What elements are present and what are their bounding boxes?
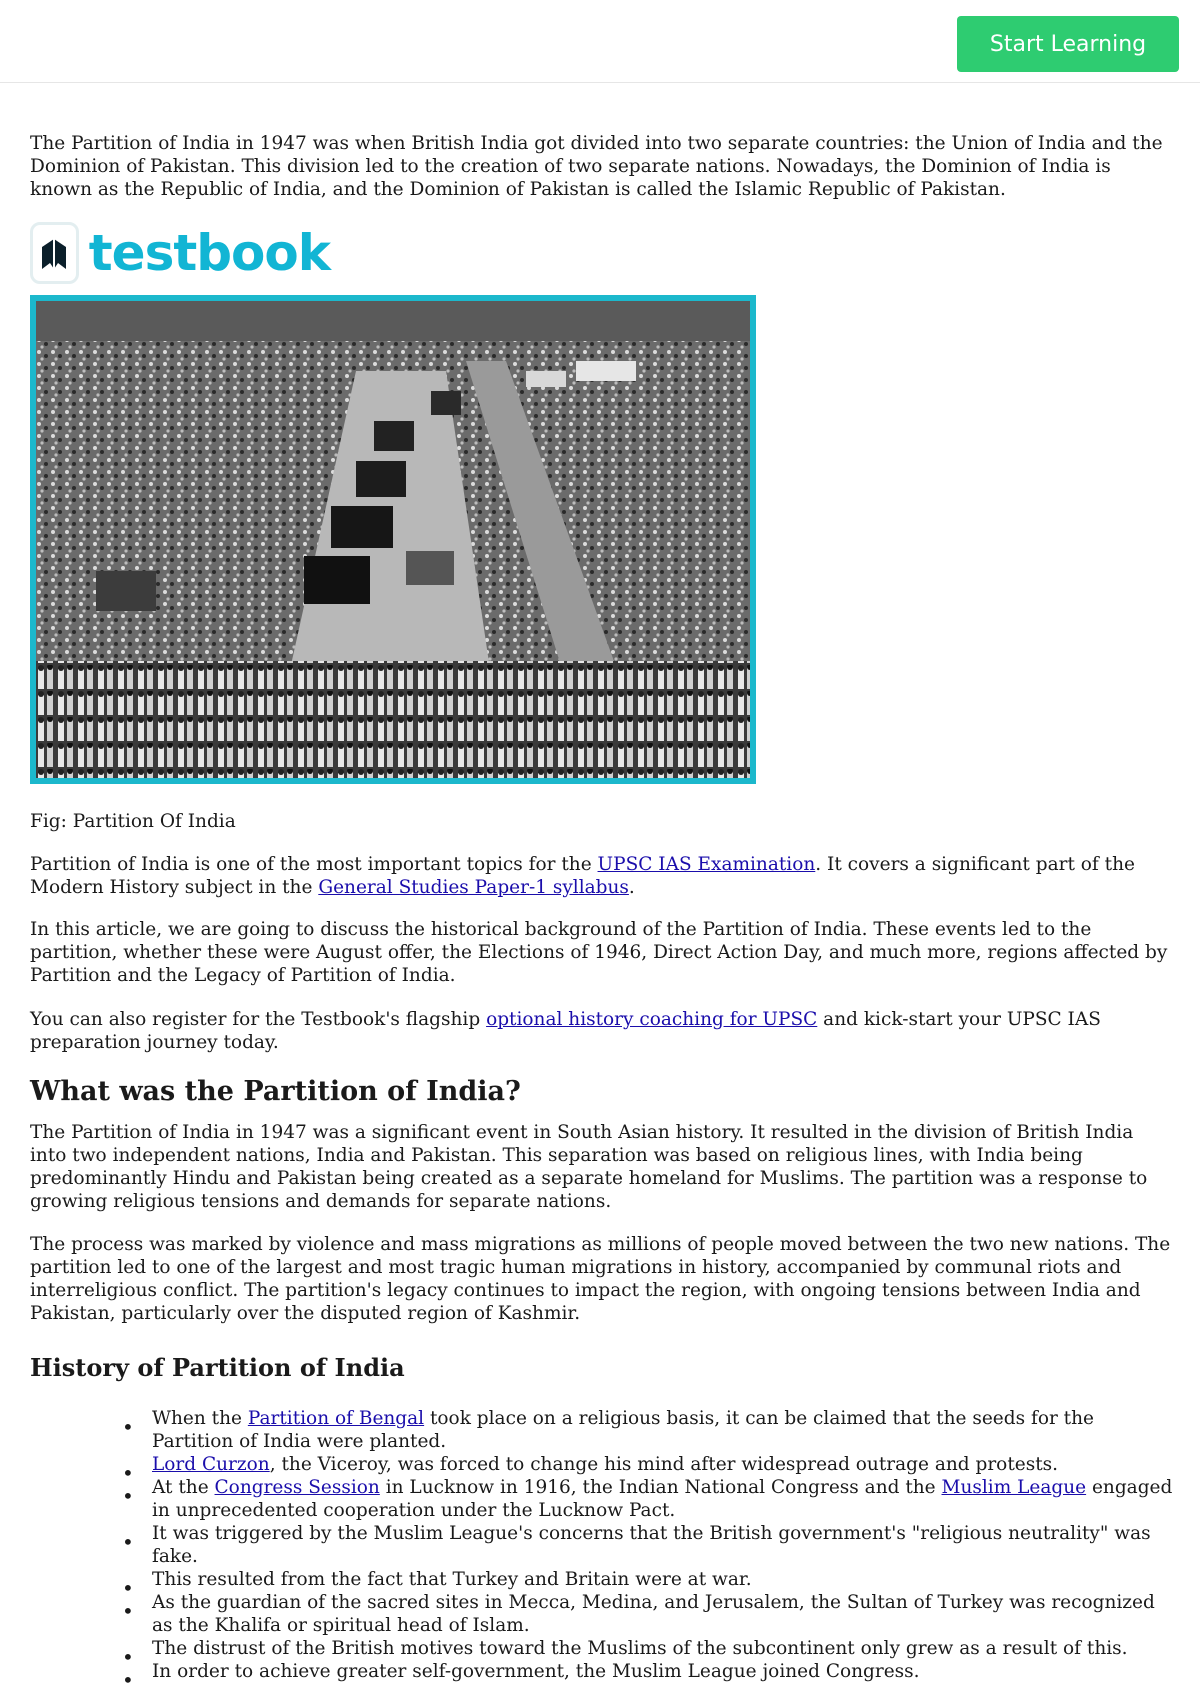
- item-text: It was triggered by the Muslim League's concerns that the British government's "religious neutrality" was fake.: [152, 1523, 1151, 1567]
- bullet-icon: •: [122, 1645, 134, 1669]
- bullet-icon: •: [122, 1599, 134, 1623]
- para-text: .: [628, 877, 635, 898]
- bullet-icon: •: [122, 1484, 134, 1508]
- muslim-league-link[interactable]: Muslim League: [941, 1477, 1087, 1498]
- para-text: . It covers a significant part of the Modern History subject in the: [30, 854, 1135, 898]
- gs-paper1-syllabus-link[interactable]: General Studies Paper-1 syllabus: [318, 877, 629, 898]
- partition-description-paragraph: The Partition of India in 1947 was a significant event in South Asian history. It resulted in the division of British India into two independent nations, India and Pakistan. This separation was based on religious lines, with India being predominantly Hindu and Pakistan being created as a separate homeland for Muslims. The partition was a response to growing religious tensions and demands for separate nations.: [30, 1122, 1148, 1212]
- item-text: As the guardian of the sacred sites in Mecca, Medina, and Jerusalem, the Sultan of Turkey was recognized as the Khalifa or spiritual head of Islam.: [152, 1592, 1155, 1636]
- item-text: took place on a religious basis, it can be claimed that the seeds for the Partition of India were planted.: [152, 1408, 1094, 1452]
- congress-session-link[interactable]: Congress Session: [214, 1477, 380, 1498]
- list-item: [30, 1591, 1175, 1637]
- item-text: The distrust of the British motives toward the Muslims of the subcontinent only grew as a result of this.: [152, 1638, 1128, 1659]
- item-text: When the: [152, 1408, 248, 1429]
- upsc-ias-link[interactable]: UPSC IAS Examination: [597, 854, 816, 875]
- list-item: [30, 1522, 1175, 1568]
- item-text: engaged in unprecedented cooperation under the Lucknow Pact.: [152, 1477, 1173, 1521]
- start-learning-button[interactable]: Start Learning: [957, 16, 1179, 72]
- para-text: and kick-start your UPSC IAS preparation journey today.: [30, 1009, 1101, 1053]
- partition-photo: [30, 295, 756, 784]
- optional-history-coaching-link[interactable]: optional history coaching for UPSC: [486, 1009, 818, 1030]
- figure-caption: Fig: Partition Of India: [30, 811, 236, 832]
- list-item: [30, 1637, 1175, 1669]
- section-heading-what-was-partition: What was the Partition of India?: [30, 1076, 521, 1107]
- bullet-icon: •: [122, 1530, 134, 1554]
- list-item: [30, 1453, 1175, 1485]
- bullet-icon: •: [122, 1668, 134, 1692]
- item-text: This resulted from the fact that Turkey and Britain were at war.: [152, 1569, 752, 1590]
- list-item: [30, 1568, 1175, 1600]
- list-item: [30, 1476, 1175, 1522]
- history-bullet-list: [30, 1407, 1175, 1692]
- bullet-icon: •: [122, 1461, 134, 1485]
- lord-curzon-link[interactable]: Lord Curzon: [152, 1454, 270, 1475]
- coaching-paragraph: [30, 1008, 1175, 1054]
- intro-paragraph: The Partition of India in 1947 was when British India got divided into two separate countries: the Union of India and the Dominion of Pakistan. This division led to the creation of two separate nations. Nowadays, the Dominion of India is known as the Republic of India, and the Dominion of Pakistan is called the Islamic Republic of Pakistan.: [30, 133, 1163, 200]
- article-overview-paragraph: In this article, we are going to discuss the historical background of the Partition of India. These events led to the partition, whether these were August offer, the Elections of 1946, Direct Action Day, and much more, regions affected by Partition and the Legacy of Partition of India.: [30, 919, 1168, 986]
- partition-of-bengal-link[interactable]: Partition of Bengal: [247, 1408, 425, 1429]
- testbook-logo[interactable]: [30, 220, 330, 286]
- section-heading-history: History of Partition of India: [30, 1353, 405, 1382]
- item-text: In order to achieve greater self-government, the Muslim League joined Congress.: [152, 1661, 920, 1682]
- top-bar: [0, 0, 1200, 83]
- list-item: [30, 1407, 1175, 1453]
- bullet-icon: •: [122, 1415, 134, 1439]
- topic-importance-paragraph: [30, 853, 1175, 899]
- para-text: Partition of India is one of the most important topics for the: [30, 854, 598, 875]
- testbook-logo-icon: [30, 222, 79, 284]
- item-text: , the Viceroy, was forced to change his mind after widespread outrage and protests.: [269, 1454, 1059, 1475]
- partition-violence-paragraph: The process was marked by violence and mass migrations as millions of people moved between the two new nations. The partition led to one of the largest and most tragic human migrations in history, accompanied by communal riots and interreligious conflict. The partition's legacy continues to impact the region, with ongoing tensions between India and Pakistan, particularly over the disputed region of Kashmir.: [30, 1234, 1171, 1324]
- item-text: At the: [152, 1477, 215, 1498]
- testbook-logo-text: testbook: [88, 224, 330, 282]
- list-item: [30, 1660, 1175, 1692]
- bullet-icon: •: [122, 1576, 134, 1600]
- item-text: in Lucknow in 1916, the Indian National Congress and the: [379, 1477, 942, 1498]
- para-text: You can also register for the Testbook's flagship: [30, 1009, 487, 1030]
